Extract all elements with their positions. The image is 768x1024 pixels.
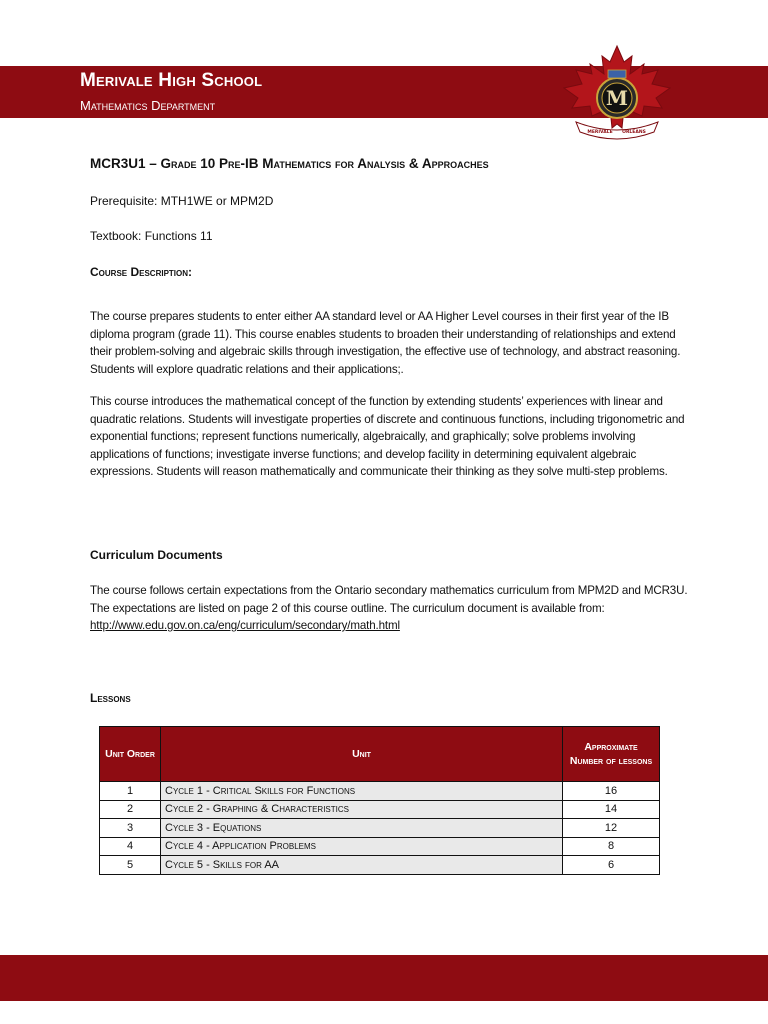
column-header-unit-order: Unit Order: [100, 727, 161, 782]
curriculum-documents-heading: Curriculum Documents: [90, 548, 223, 562]
table-row: [100, 782, 660, 801]
unit-order-cell: 2: [100, 800, 161, 819]
unit-order-cell: 4: [100, 837, 161, 856]
unit-name-cell: Cycle 5 - Skills for AA: [161, 856, 563, 875]
school-name: Merivale High School: [80, 70, 263, 91]
svg-text:M: M: [605, 86, 629, 110]
unit-order-cell: 3: [100, 819, 161, 838]
lessons-table: [99, 726, 660, 875]
unit-order-cell: 1: [100, 782, 161, 801]
svg-text:MERIVALE: MERIVALE: [587, 130, 613, 135]
school-crest-logo: [558, 44, 676, 144]
table-header-row: [100, 727, 660, 782]
department-name: Mathematics Department: [80, 98, 216, 113]
description-paragraph-1: The course prepares students to enter either AA standard level or AA Higher Level courses in their first year of the IB diploma program (grade 11). This course enables students to broaden their understanding of relationships and extend their problem-solving and algebraic skills through investigation, the effective use of technology, and abstract reasoning. Students will explore quadratic relations and their applications;.: [90, 310, 681, 376]
lesson-count-cell: 16: [563, 782, 660, 801]
prerequisite: Prerequisite: MTH1WE or MPM2D: [90, 194, 274, 208]
curriculum-text: The course follows certain expectations from the Ontario secondary mathematics curriculum from MPM2D and MCR3U. The expectations are listed on page 2 of this course outline. The curriculum document is available from:: [90, 584, 688, 615]
unit-name-cell: Cycle 1 - Critical Skills for Functions: [161, 782, 563, 801]
lessons-heading: Lessons: [90, 691, 131, 705]
curriculum-link[interactable]: http://www.edu.gov.on.ca/eng/curriculum/secondary/math.html: [90, 619, 400, 632]
table-row: [100, 856, 660, 875]
table-row: [100, 819, 660, 838]
curriculum-paragraph: [90, 582, 690, 635]
course-description-heading: Course Description:: [90, 265, 193, 279]
footer-banner: [0, 955, 768, 1001]
unit-name-cell: Cycle 4 - Application Problems: [161, 837, 563, 856]
column-header-lesson-count: Approximate Number of lessons: [563, 727, 660, 782]
textbook: Textbook: Functions 11: [90, 229, 213, 243]
unit-name-cell: Cycle 3 - Equations: [161, 819, 563, 838]
table-row: [100, 800, 660, 819]
description-paragraph-2: This course introduces the mathematical concept of the function by extending students’ experiences with linear and quadratic relations. Students will investigate properties of discrete and continuous functions, including trigonometric and exponential functions; represent functions numerically, algebraically, and graphically; solve problems involving applications of functions; investigate inverse functions; and develop facility in determining equivalent algebraic expressions. Students will reason mathematically and communicate their thinking as they solve multi-step problems.: [90, 395, 685, 478]
svg-text:ORLEANS: ORLEANS: [622, 130, 646, 135]
lesson-count-cell: 14: [563, 800, 660, 819]
unit-name-cell: Cycle 2 - Graphing & Characteristics: [161, 800, 563, 819]
lesson-count-cell: 6: [563, 856, 660, 875]
table-row: [100, 837, 660, 856]
unit-order-cell: 5: [100, 856, 161, 875]
lesson-count-cell: 12: [563, 819, 660, 838]
column-header-unit: Unit: [161, 727, 563, 782]
lesson-count-cell: 8: [563, 837, 660, 856]
course-title: MCR3U1 – Grade 10 Pre-IB Mathematics for Analysis & Approaches: [90, 156, 489, 171]
